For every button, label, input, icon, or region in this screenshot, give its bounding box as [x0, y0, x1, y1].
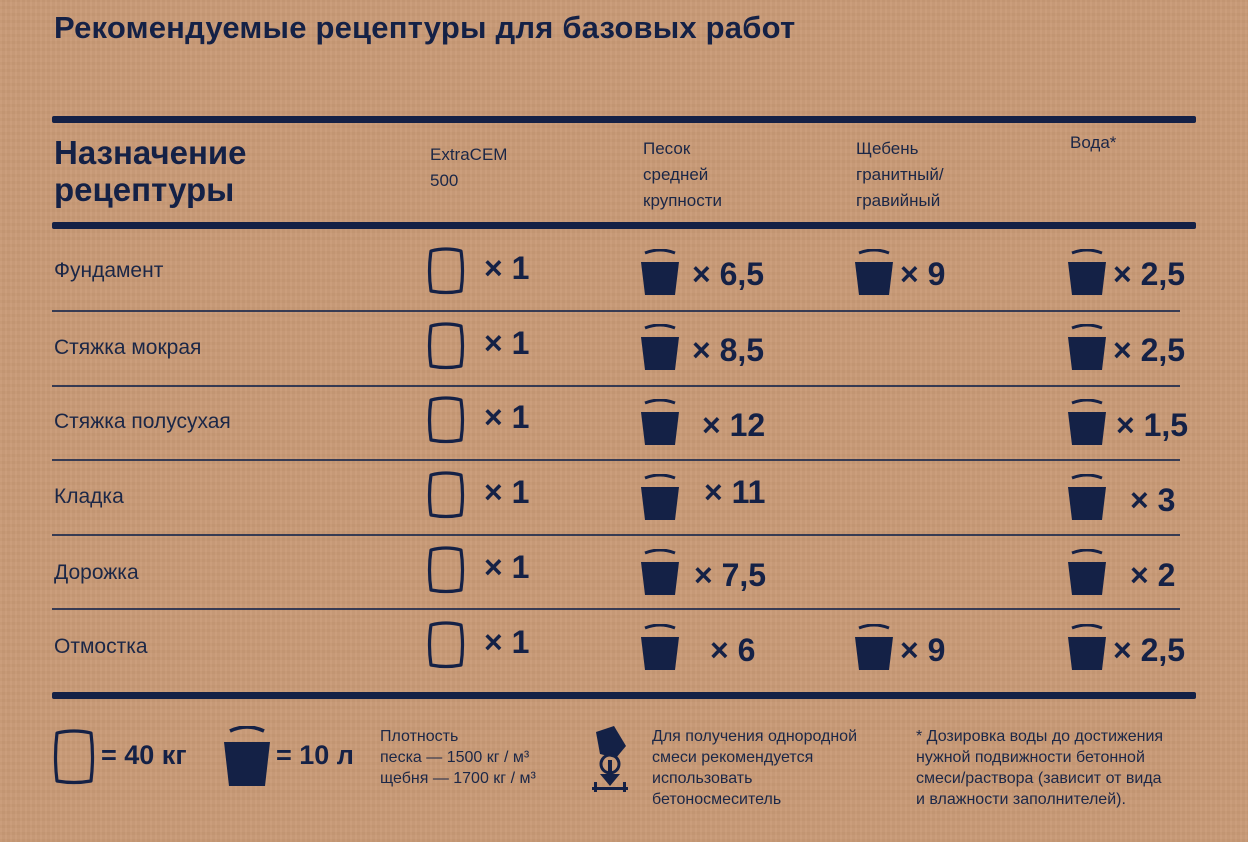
- bucket-icon: [1066, 474, 1108, 522]
- header-water: Вода*: [1070, 133, 1117, 152]
- mixer-note: [652, 726, 857, 810]
- row-label: Кладка: [54, 485, 124, 508]
- bucket-icon: [1066, 549, 1108, 597]
- header-bottom-rule: [52, 222, 1196, 229]
- cement-bag-icon: [52, 728, 96, 786]
- water-count: × 2,5: [1113, 256, 1186, 292]
- cement-count: × 1: [484, 474, 530, 510]
- water-count: × 2: [1130, 557, 1176, 593]
- page-title: Рекомендуемые рецептуры для базовых работ: [54, 10, 796, 45]
- row-label: Стяжка мокрая: [54, 336, 202, 359]
- gravel-count: × 9: [900, 256, 946, 292]
- mixer-line: смеси рекомендуется: [652, 749, 814, 766]
- footnote-line: и влажности заполнителей).: [916, 791, 1126, 808]
- bucket-icon: [1066, 324, 1108, 372]
- header-purpose: Назначение рецептуры: [54, 134, 247, 208]
- cement-count: × 1: [484, 624, 530, 660]
- header-gravel: Щебень гранитный/ гравийный: [856, 139, 944, 210]
- cement-bag-icon: [426, 545, 466, 595]
- water-count: × 2,5: [1113, 332, 1186, 368]
- cement-count: × 1: [484, 399, 530, 435]
- cement-count: × 1: [484, 325, 530, 361]
- concrete-mixer-icon: [586, 724, 634, 794]
- mixer-line: бетоносмеситель: [652, 791, 782, 808]
- row-divider: [52, 459, 1180, 461]
- legend-bucket-value: = 10 л: [276, 740, 354, 770]
- table-bottom-rule: [52, 692, 1196, 699]
- bucket-icon: [1066, 249, 1108, 297]
- row-divider: [52, 534, 1180, 536]
- water-count: × 2,5: [1113, 632, 1186, 668]
- bucket-icon: [639, 399, 681, 447]
- row-label: Дорожка: [54, 561, 139, 584]
- row-divider: [52, 310, 1180, 312]
- row-label: Стяжка полусухая: [54, 410, 231, 433]
- footnote-line: * Дозировка воды до достижения: [916, 728, 1164, 745]
- row-label: Фундамент: [54, 259, 164, 282]
- cement-bag-icon: [426, 395, 466, 445]
- water-footnote: [916, 726, 1163, 810]
- gravel-count: × 9: [900, 632, 946, 668]
- water-count: × 1,5: [1116, 407, 1189, 443]
- bucket-icon: [1066, 624, 1108, 672]
- cement-bag-icon: [426, 246, 466, 296]
- bucket-icon: [853, 249, 895, 297]
- sand-count: × 8,5: [692, 332, 765, 368]
- cement-count: × 1: [484, 549, 530, 585]
- table-top-rule: [52, 116, 1196, 123]
- bucket-icon: [1066, 399, 1108, 447]
- bucket-icon: [639, 549, 681, 597]
- sand-count: × 6,5: [692, 256, 765, 292]
- row-divider: [52, 385, 1180, 387]
- sand-count: × 7,5: [694, 557, 767, 593]
- cement-count: × 1: [484, 250, 530, 286]
- sand-count: × 6: [710, 632, 756, 668]
- bucket-icon: [639, 324, 681, 372]
- water-count: × 3: [1130, 482, 1176, 518]
- cement-bag-icon: [426, 470, 466, 520]
- row-label: Отмостка: [54, 635, 148, 658]
- bucket-icon: [639, 249, 681, 297]
- bucket-icon: [639, 474, 681, 522]
- legend-bag-value: = 40 кг: [101, 740, 187, 770]
- header-sand: Песок средней крупности: [643, 139, 723, 210]
- density-line: песка — 1500 кг / м³: [380, 749, 530, 766]
- mixer-line: Для получения однородной: [652, 728, 858, 745]
- bucket-icon: [853, 624, 895, 672]
- density-line: Плотность: [380, 728, 459, 745]
- density-line: щебня — 1700 кг / м³: [380, 770, 536, 787]
- cement-bag-icon: [426, 620, 466, 670]
- header-cement: ExtraCEM 500: [430, 145, 508, 190]
- cement-bag-icon: [426, 321, 466, 371]
- row-divider: [52, 608, 1180, 610]
- mixer-line: использовать: [652, 770, 753, 787]
- sand-count: × 11: [704, 474, 766, 510]
- bucket-icon: [222, 726, 272, 788]
- footnote-line: смеси/раствора (зависит от вида: [916, 770, 1162, 787]
- density-note: [380, 726, 536, 789]
- footnote-line: нужной подвижности бетонной: [916, 749, 1145, 766]
- bucket-icon: [639, 624, 681, 672]
- sand-count: × 12: [702, 407, 766, 443]
